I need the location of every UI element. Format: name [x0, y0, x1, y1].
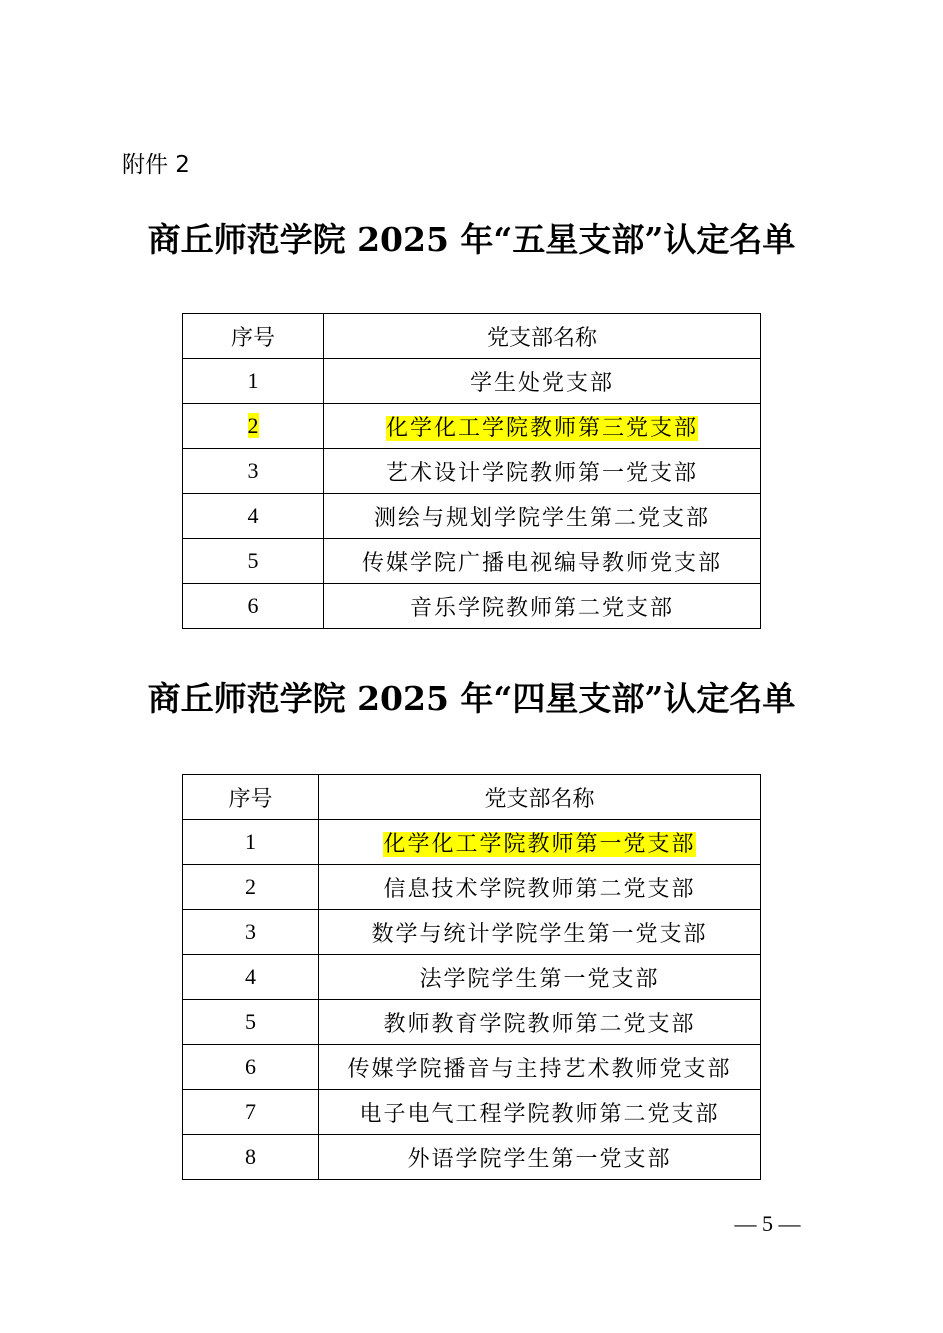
five-star-table — [182, 313, 761, 629]
row-branch-name — [319, 865, 761, 910]
table-row — [183, 865, 761, 910]
four-star-table — [182, 774, 761, 1180]
row-index-text: 2 — [245, 874, 256, 899]
branch-name-text: 化学化工学院教师第一党支部 — [383, 831, 696, 857]
row-index-text: 7 — [245, 1099, 256, 1124]
branch-name-text: 学生处党支部 — [469, 370, 614, 396]
table-row — [183, 359, 761, 404]
row-branch-name — [319, 1090, 761, 1135]
branch-name-text: 音乐学院教师第二党支部 — [409, 595, 674, 621]
table-row — [183, 1045, 761, 1090]
table-header-row — [183, 314, 761, 359]
branch-name-text: 艺术设计学院教师第一党支部 — [385, 460, 698, 486]
row-branch-name — [324, 494, 761, 539]
row-index-text: 4 — [247, 503, 259, 528]
row-branch-name — [319, 1135, 761, 1180]
table-row — [183, 820, 761, 865]
table-row — [183, 1090, 761, 1135]
table-row — [183, 955, 761, 1000]
row-index-text: 3 — [245, 919, 256, 944]
row-index-text: 5 — [245, 1009, 256, 1034]
row-branch-name — [324, 539, 761, 584]
name-column-header: 党支部名称 — [324, 314, 761, 359]
row-index — [183, 1135, 319, 1180]
row-index — [183, 404, 324, 449]
branch-name-text: 电子电气工程学院教师第二党支部 — [359, 1101, 720, 1127]
table-row — [183, 1135, 761, 1180]
table-row — [183, 910, 761, 955]
row-index-text: 3 — [247, 458, 259, 483]
row-branch-name — [319, 910, 761, 955]
branch-name-text: 测绘与规划学院学生第二党支部 — [373, 505, 710, 531]
name-column-header: 党支部名称 — [319, 775, 761, 820]
page-number: — 5 — — [734, 1211, 801, 1236]
branch-name-text: 外语学院学生第一党支部 — [407, 1146, 672, 1172]
row-index-text: 1 — [247, 368, 259, 393]
table-row — [183, 1000, 761, 1045]
table-row — [183, 494, 761, 539]
row-index — [183, 1090, 319, 1135]
four-star-title: 商丘师范学院 2025 年“四星支部”认定名单 — [147, 679, 796, 718]
row-branch-name — [319, 820, 761, 865]
index-column-header: 序号 — [183, 775, 319, 820]
table-row — [183, 539, 761, 584]
attachment-label: 附件 2 — [122, 152, 190, 178]
row-index-text: 6 — [245, 1054, 256, 1079]
branch-name-text: 信息技术学院教师第二党支部 — [383, 876, 696, 902]
row-branch-name — [319, 1000, 761, 1045]
branch-name-text: 教师教育学院教师第二党支部 — [383, 1011, 696, 1037]
row-index-text: 5 — [247, 548, 259, 573]
five-star-title: 商丘师范学院 2025 年“五星支部”认定名单 — [147, 220, 796, 259]
row-index-text: 6 — [247, 593, 259, 618]
row-index — [183, 910, 319, 955]
table-row — [183, 449, 761, 494]
row-index — [183, 955, 319, 1000]
row-branch-name — [324, 584, 761, 629]
index-column-header: 序号 — [183, 314, 324, 359]
row-index — [183, 1045, 319, 1090]
row-index — [183, 359, 324, 404]
row-branch-name — [319, 1045, 761, 1090]
row-branch-name — [324, 359, 761, 404]
table-header-row — [183, 775, 761, 820]
branch-name-text: 数学与统计学院学生第一党支部 — [371, 921, 708, 947]
row-index-text: 2 — [247, 413, 259, 438]
branch-name-text: 法学院学生第一党支部 — [419, 966, 660, 992]
row-index — [183, 539, 324, 584]
row-index-text: 1 — [245, 829, 256, 854]
row-index — [183, 449, 324, 494]
row-index — [183, 865, 319, 910]
row-index-text: 8 — [245, 1144, 256, 1169]
branch-name-text: 化学化工学院教师第三党支部 — [385, 415, 698, 441]
row-branch-name — [324, 449, 761, 494]
row-index — [183, 820, 319, 865]
row-branch-name — [324, 404, 761, 449]
branch-name-text: 传媒学院播音与主持艺术教师党支部 — [347, 1056, 732, 1082]
table-row — [183, 404, 761, 449]
row-index — [183, 1000, 319, 1045]
branch-name-text: 传媒学院广播电视编导教师党支部 — [361, 550, 722, 576]
row-index — [183, 584, 324, 629]
row-index — [183, 494, 324, 539]
row-branch-name — [319, 955, 761, 1000]
row-index-text: 4 — [245, 964, 256, 989]
table-row — [183, 584, 761, 629]
